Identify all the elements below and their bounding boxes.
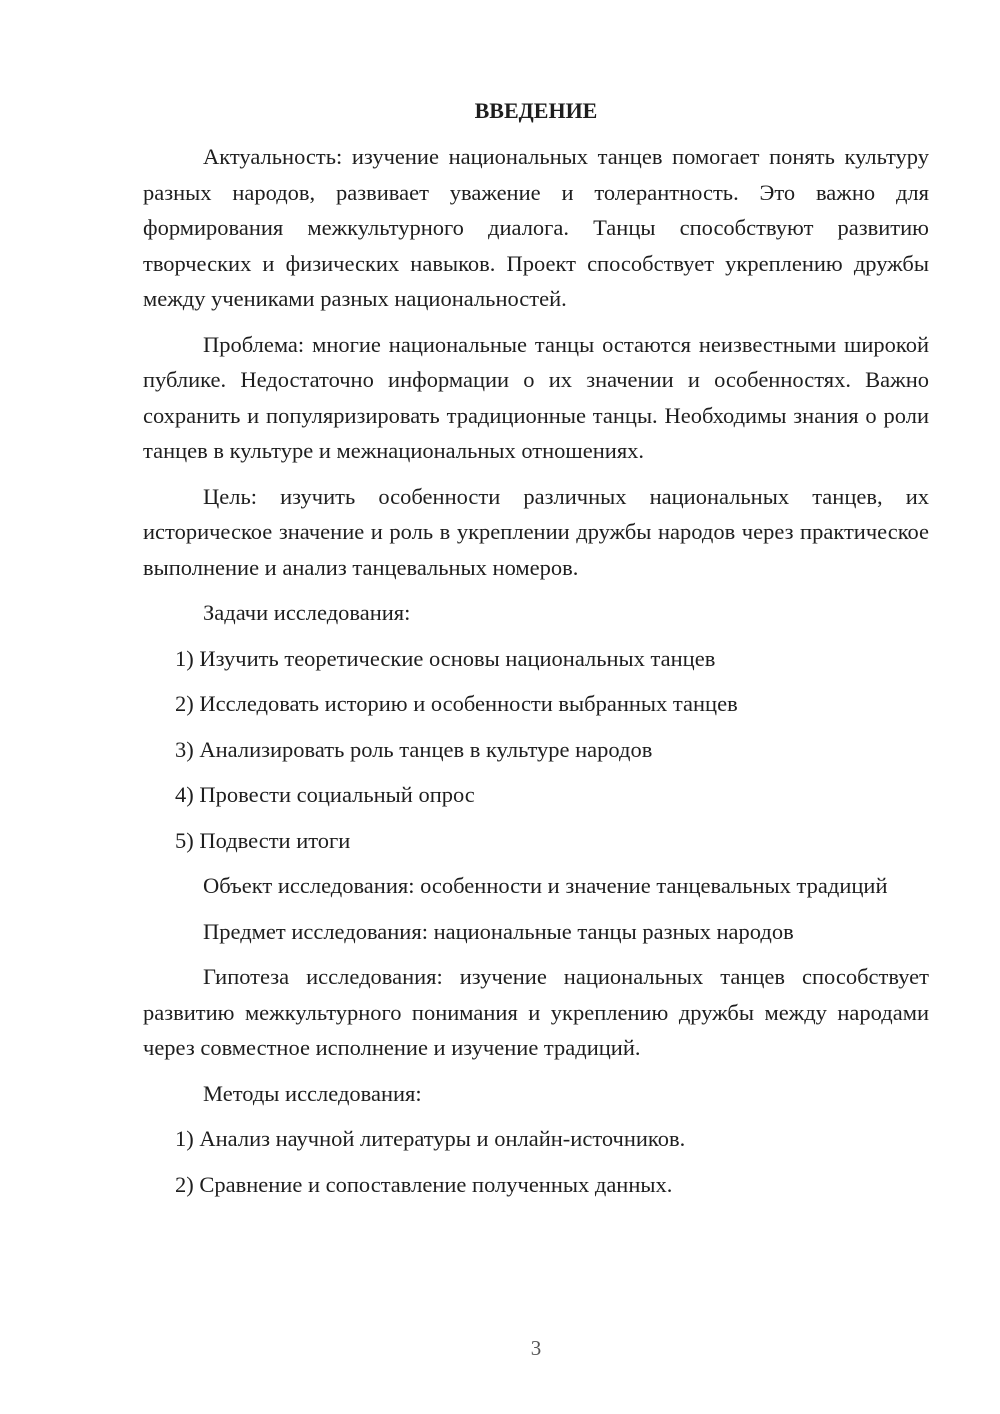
method-item: 1) Анализ научной литературы и онлайн-источников. (175, 1126, 686, 1151)
methods-list (143, 1121, 929, 1202)
task-item: 3) Анализировать роль танцев в культуре народов (175, 736, 653, 762)
page-content (143, 93, 929, 1212)
tasks-heading: Задачи исследования: (203, 600, 411, 625)
tasks-list (143, 641, 929, 859)
hypothesis-paragraph: Гипотеза исследования: изучение национальных танцев способствует развитию межкультурного понимания и укреплению дружбы между народами через совместное исполнение и изучение традиций. (143, 964, 929, 1060)
task-item: 4) Провести социальный опрос (175, 782, 475, 807)
task-item: 1) Изучить теоретические основы национальных танцев (175, 645, 716, 671)
method-item: 2) Сравнение и сопоставление полученных данных. (175, 1171, 673, 1197)
subject-paragraph: Предмет исследования: национальные танцы разных народов (203, 918, 794, 944)
task-item: 2) Исследовать историю и особенности выбранных танцев (175, 691, 738, 716)
object-paragraph: Объект исследования: особенности и значение танцевальных традиций (203, 873, 888, 898)
problem-paragraph: Проблема: многие национальные танцы остаются неизвестными широкой публике. Недостаточно информации о их значении и особенностях. Важно сохранить и популяризировать традиционные танцы. Необходимы знания о роли танцев в культуре и межнациональных отношениях. (143, 331, 929, 463)
goal-paragraph: Цель: изучить особенности различных национальных танцев, их историческое значение и роль в укреплении дружбы народов через практическое выполнение и анализ танцевальных номеров. (143, 483, 929, 580)
page-title: ВВЕДЕНИЕ (474, 98, 598, 123)
page-number: 3 (530, 1336, 542, 1360)
task-item: 5) Подвести итоги (175, 827, 351, 853)
methods-heading: Методы исследования: (203, 1080, 422, 1106)
relevance-paragraph: Актуальность: изучение национальных танцев помогает понять культуру разных народов, развивает уважение и толерантность. Это важно для формирования межкультурного диалога. Танцы способствуют развитию творческих и физических навыков. Проект способствует укреплению дружбы между учениками разных национальностей. (143, 144, 929, 311)
